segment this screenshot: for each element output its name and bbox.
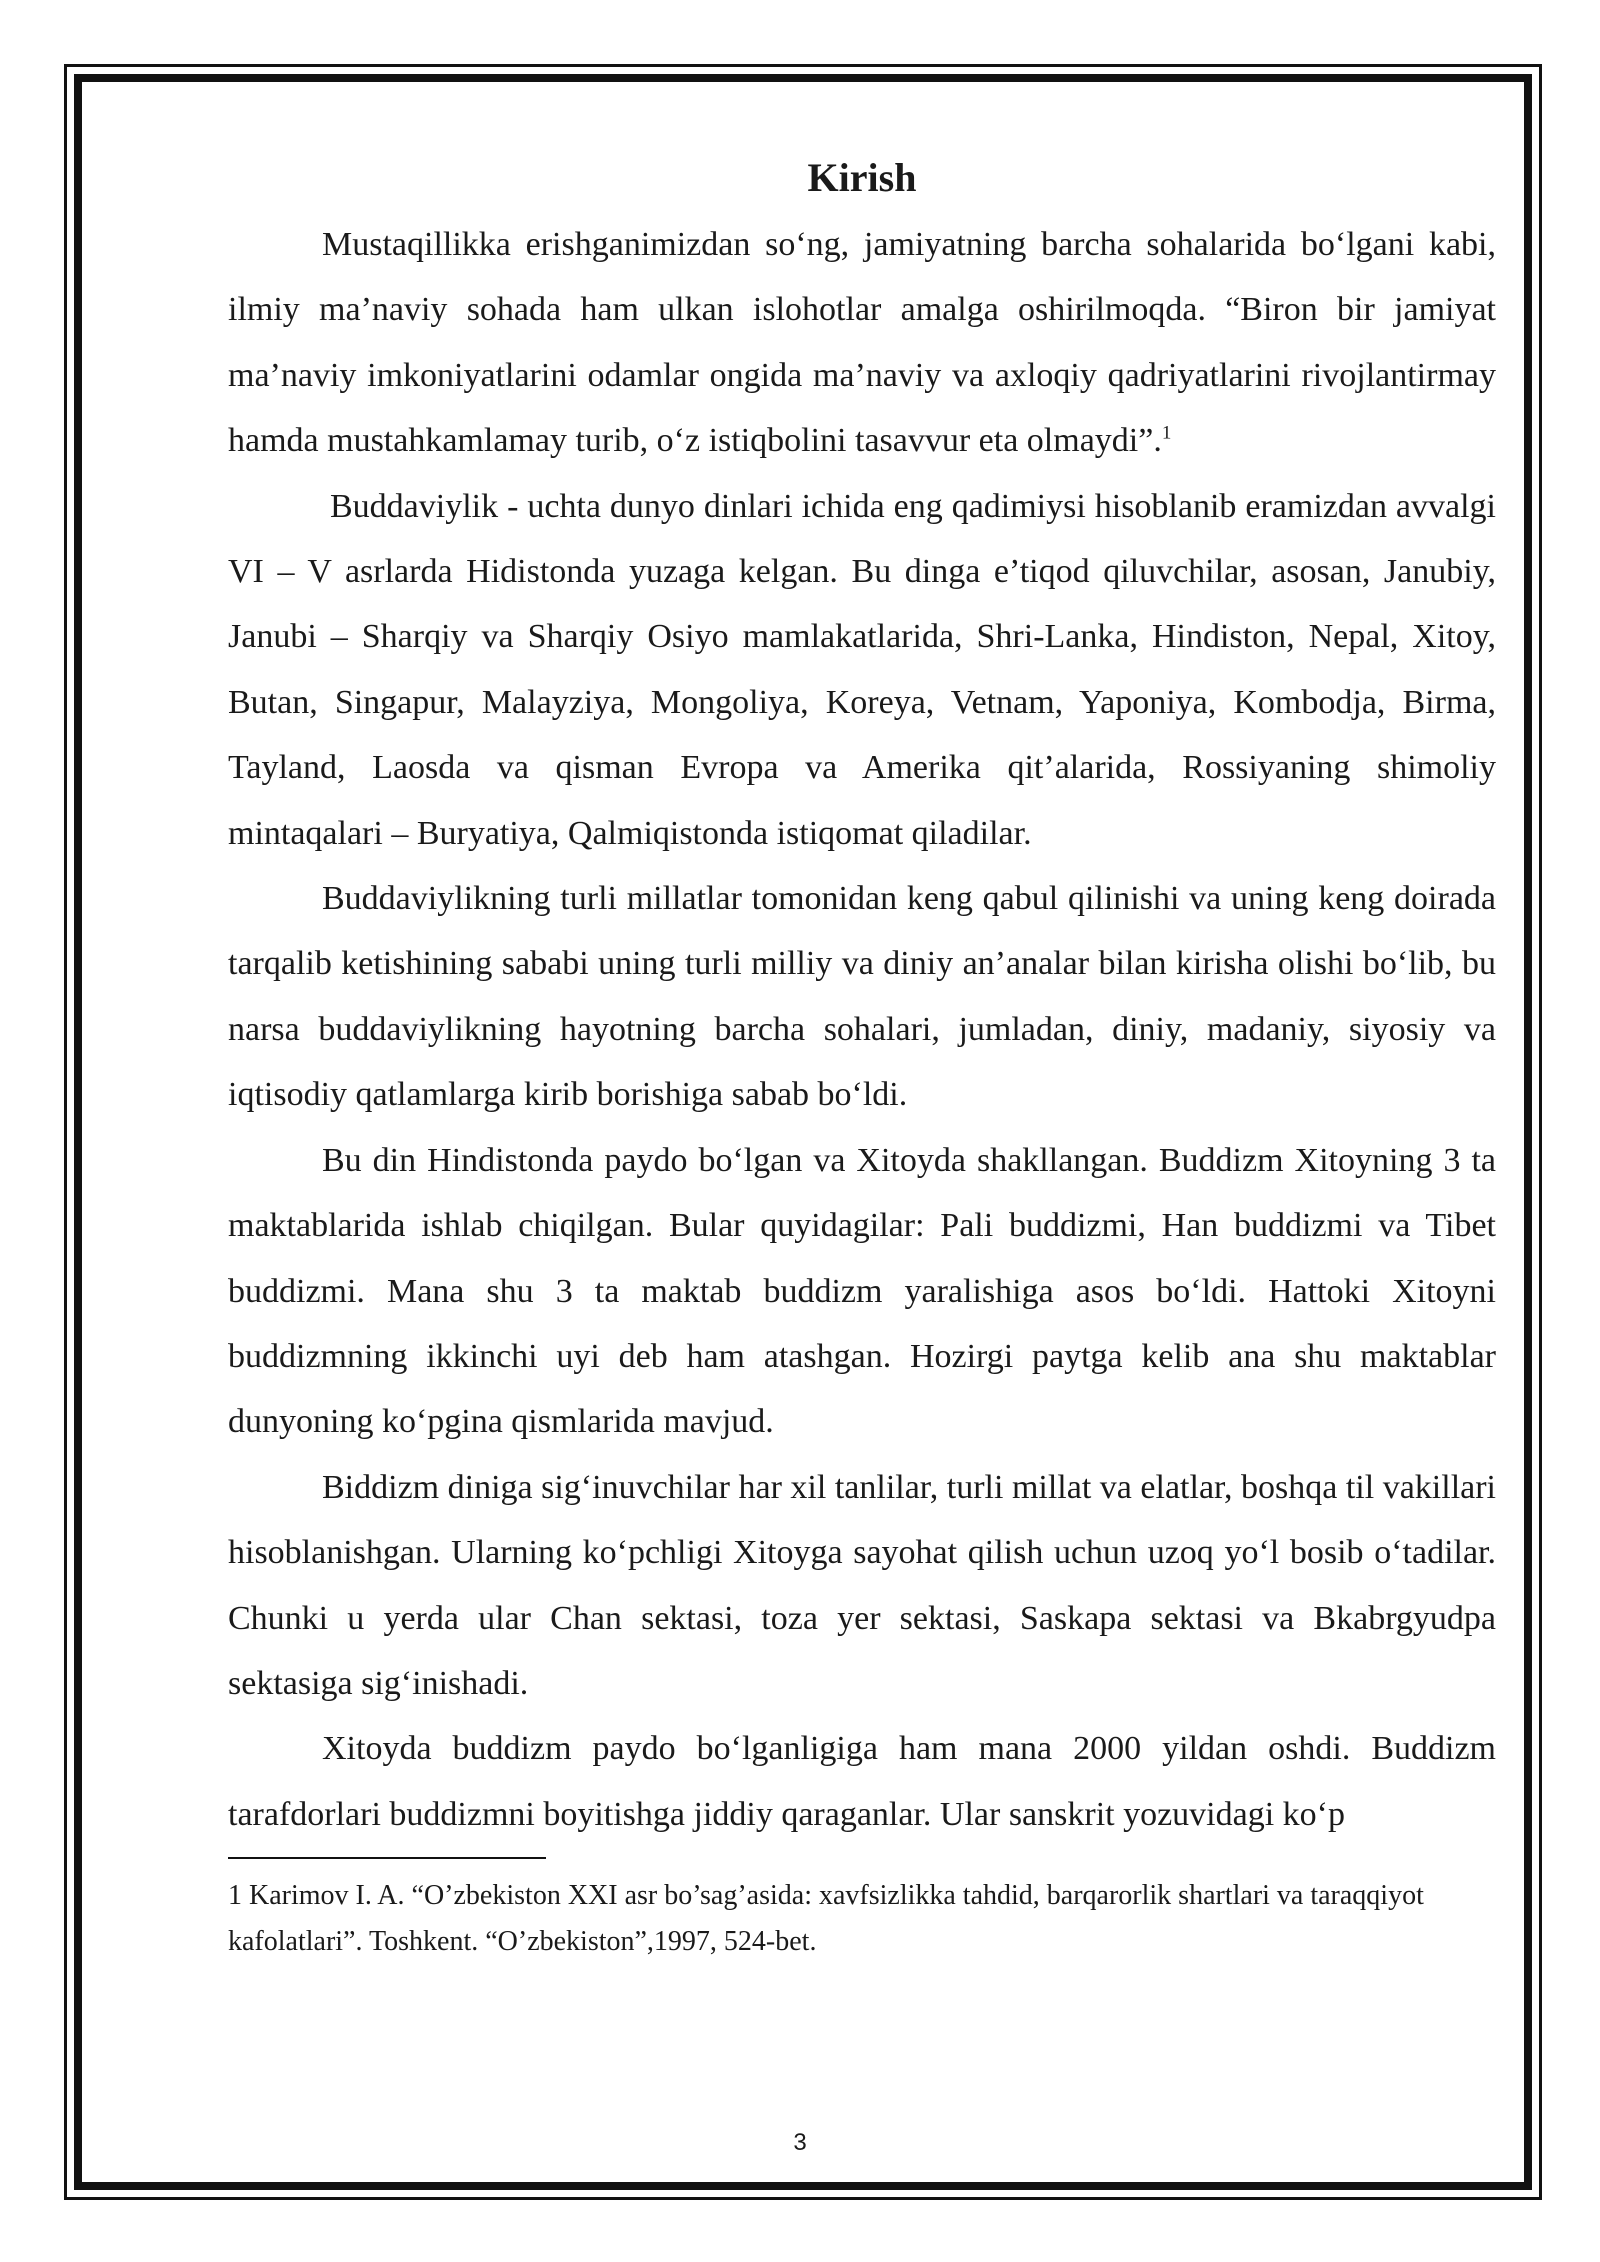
paragraph-schools: Bu din Hindistonda paydo bo‘lgan va Xitoyda shakllangan. Buddizm Xitoyning 3 ta maktablarida ishlab chiqilgan. Bular quyidagilar: Pali buddizmi, Han buddizmi va Tibet buddizmi. Mana shu 3 ta maktab buddizm yaralishiga asos bo‘ldi. Hattoki Xitoyni buddizmning ikkinchi uyi deb ham atashgan. Hozirgi paytga kelib ana shu maktablar dunyoning ko‘pgina qismlarida mavjud. (228, 1141, 1496, 1441)
paragraph-china: Xitoyda buddizm paydo bo‘lganligiga ham mana 2000 yildan oshdi. Buddizm tarafdorlari buddizmni boyitishga jiddiy qaraganlar. Ular sanskrit yozuvidagi ko‘p (228, 1730, 1496, 1833)
page-number: 3 (793, 2129, 807, 2156)
paragraph-followers: Biddizm diniga sig‘inuvchilar har xil tanlilar, turli millat va elatlar, boshqa til vakillari hisoblanishgan. Ularning ko‘pchligi Xitoyga sayohat qilish uchun uzoq yo‘l bosib o‘tadilar. Chunki u yerda ular Chan sektasi, toza yer sektasi, Saskapa sektasi va Bkabrgyudpa sektasiga sig‘inishadi. (228, 1468, 1496, 1702)
page-content (228, 150, 1496, 1965)
paragraph-intro (228, 212, 1496, 474)
footnote: 1 Karimov I. A. “O’zbekiston XXI asr bo’sag’asida: xavfsizlikka tahdid, barqarorlik shartlari va taraqqiyot kafolatlari”. Toshkent. “O’zbekiston”,1997, 524-bet. (228, 1880, 1424, 1958)
footnote-separator (228, 1857, 546, 1859)
footnote-reference: 1 (1161, 422, 1172, 444)
paragraph-intro-text: Mustaqillikka erishganimizdan so‘ng, jamiyatning barcha sohalarida bo‘lgani kabi, ilmiy ma’naviy sohada ham ulkan islohotlar amalga oshirilmoqda. “Biron bir jamiyat ma’naviy imkoniyatlarini odamlar ongida ma’naviy va axloqiy qadriyatlarini rivojlantirmay hamda mustahkamlamay turib, o‘z istiqbolini tasavvur eta olmaydi”. (228, 226, 1496, 460)
paragraph-spread: Buddaviylikning turli millatlar tomonidan keng qabul qilinishi va uning keng doirada tarqalib ketishining sababi uning turli milliy va diniy an’analar bilan kirisha olishi bo‘lib, bu narsa buddaviylikning hayotning barcha sohalari, jumladan, diniy, madaniy, siyosiy va iqtisodiy qatlamlarga kirib borishiga sabab bo‘ldi. (228, 880, 1496, 1114)
paragraph-buddaviylik: Buddaviylik - uchta dunyo dinlari ichida eng qadimiysi hisoblanib eramizdan avvalgi VI – V asrlarda Hidistonda yuzaga kelgan. Bu dinga e’tiqod qiluvchilar, asosan, Janubiy, Janubi – Sharqiy va Sharqiy Osiyo mamlakatlarida, Shri-Lanka, Hindiston, Nepal, Xitoy, Butan, Singapur, Malayziya, Mongoliya, Koreya, Vetnam, Yaponiya, Kombodja, Birma, Tayland, Laosda va qisman Evropa va Amerika qit’alarida, Rossiyaning shimoliy mintaqalari – Buryatiya, Qalmiqistonda istiqomat qiladilar. (228, 487, 1496, 852)
page-title: Kirish (807, 155, 917, 200)
